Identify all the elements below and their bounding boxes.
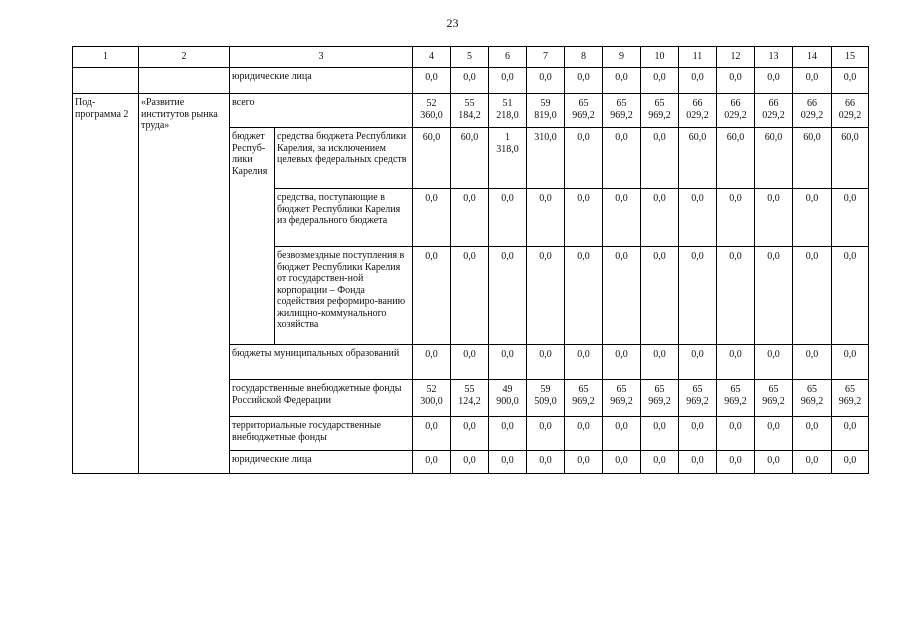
table-row (73, 68, 869, 94)
value-cell: 0,0 (755, 345, 793, 380)
value-cell: 0,0 (527, 417, 565, 451)
value-cell: 1 318,0 (489, 128, 527, 189)
value-cell: 0,0 (603, 247, 641, 345)
value-cell: 0,0 (489, 451, 527, 474)
value-cell: 0,0 (679, 68, 717, 94)
row-label: безвозмездные поступления в бюджет Республики Карелия от государствен-ной корпорации – Фонда содействия реформиро-ванию жилищно-коммунального хозяйства (275, 247, 413, 345)
value-cell: 0,0 (565, 345, 603, 380)
value-cell: 65 969,2 (565, 94, 603, 128)
page-number: 23 (446, 16, 459, 30)
value-cell: 52 360,0 (413, 94, 451, 128)
value-cell: 0,0 (603, 451, 641, 474)
value-cell: 0,0 (565, 247, 603, 345)
value-cell: 0,0 (489, 417, 527, 451)
value-cell: 0,0 (527, 68, 565, 94)
value-cell: 0,0 (451, 189, 489, 247)
value-cell: 0,0 (755, 68, 793, 94)
value-cell: 60,0 (679, 128, 717, 189)
value-cell: 65 969,2 (793, 380, 832, 417)
value-cell: 0,0 (527, 345, 565, 380)
value-cell: 0,0 (679, 451, 717, 474)
header-cell: 1 (73, 47, 139, 68)
value-cell: 60,0 (832, 128, 869, 189)
budget-group-label: бюджет Респуб- лики Карелия (230, 128, 275, 345)
value-cell: 0,0 (832, 189, 869, 247)
header-cell: 2 (139, 47, 230, 68)
value-cell: 0,0 (413, 189, 451, 247)
value-cell: 310,0 (527, 128, 565, 189)
value-cell: 0,0 (413, 247, 451, 345)
value-cell: 0,0 (565, 417, 603, 451)
header-cell: 9 (603, 47, 641, 68)
value-cell: 0,0 (603, 189, 641, 247)
value-cell: 0,0 (717, 451, 755, 474)
value-cell: 0,0 (755, 189, 793, 247)
value-cell: 0,0 (451, 247, 489, 345)
value-cell: 0,0 (413, 417, 451, 451)
header-row (73, 47, 869, 68)
value-cell: 0,0 (527, 189, 565, 247)
value-cell: 0,0 (641, 68, 679, 94)
value-cell: 60,0 (451, 128, 489, 189)
value-cell: 0,0 (755, 417, 793, 451)
row-label: территориальные государственные внебюджетные фонды (230, 417, 413, 451)
value-cell: 0,0 (793, 68, 832, 94)
value-cell: 0,0 (641, 451, 679, 474)
value-cell: 60,0 (413, 128, 451, 189)
value-cell: 0,0 (527, 247, 565, 345)
value-cell: 0,0 (565, 68, 603, 94)
value-cell: 0,0 (641, 128, 679, 189)
header-cell: 6 (489, 47, 527, 68)
header-cell: 3 (230, 47, 413, 68)
value-cell: 66 029,2 (679, 94, 717, 128)
row-label: средства, поступающие в бюджет Республики Карелия из федерального бюджета (275, 189, 413, 247)
header-cell: 4 (413, 47, 451, 68)
value-cell: 0,0 (717, 417, 755, 451)
value-cell: 59 819,0 (527, 94, 565, 128)
value-cell: 0,0 (451, 68, 489, 94)
value-cell: 66 029,2 (717, 94, 755, 128)
value-cell: 0,0 (565, 128, 603, 189)
table-row (73, 94, 869, 128)
row-label: юридические лица (230, 68, 413, 94)
value-cell: 0,0 (832, 417, 869, 451)
empty-cell (139, 68, 230, 94)
value-cell: 0,0 (603, 417, 641, 451)
value-cell: 0,0 (755, 451, 793, 474)
value-cell: 0,0 (489, 247, 527, 345)
header-cell: 10 (641, 47, 679, 68)
value-cell: 65 969,2 (641, 94, 679, 128)
value-cell: 0,0 (793, 345, 832, 380)
value-cell: 0,0 (717, 189, 755, 247)
value-cell: 0,0 (413, 451, 451, 474)
value-cell: 0,0 (717, 68, 755, 94)
value-cell: 0,0 (451, 417, 489, 451)
value-cell: 0,0 (413, 345, 451, 380)
value-cell: 0,0 (565, 451, 603, 474)
value-cell: 65 969,2 (641, 380, 679, 417)
value-cell: 0,0 (451, 345, 489, 380)
value-cell: 0,0 (679, 189, 717, 247)
value-cell: 0,0 (603, 345, 641, 380)
value-cell: 0,0 (793, 451, 832, 474)
value-cell: 0,0 (489, 189, 527, 247)
value-cell: 0,0 (679, 417, 717, 451)
header-cell: 11 (679, 47, 717, 68)
value-cell: 59 509,0 (527, 380, 565, 417)
header-cell: 5 (451, 47, 489, 68)
value-cell: 0,0 (679, 247, 717, 345)
value-cell: 0,0 (832, 345, 869, 380)
row-label: юридические лица (230, 451, 413, 474)
value-cell: 0,0 (527, 451, 565, 474)
value-cell: 0,0 (603, 128, 641, 189)
header-cell: 15 (832, 47, 869, 68)
value-cell: 0,0 (641, 189, 679, 247)
value-cell: 52 300,0 (413, 380, 451, 417)
value-cell: 66 029,2 (755, 94, 793, 128)
value-cell: 0,0 (489, 68, 527, 94)
value-cell: 0,0 (641, 247, 679, 345)
empty-cell (73, 68, 139, 94)
value-cell: 0,0 (603, 68, 641, 94)
value-cell: 60,0 (755, 128, 793, 189)
value-cell: 0,0 (717, 345, 755, 380)
value-cell: 0,0 (679, 345, 717, 380)
value-cell: 66 029,2 (832, 94, 869, 128)
value-cell: 0,0 (641, 345, 679, 380)
row-label: средства бюджета Республики Карелия, за исключением целевых федеральных средств (275, 128, 413, 189)
row-label: государственные внебюджетные фонды Российской Федерации (230, 380, 413, 417)
value-cell: 0,0 (565, 189, 603, 247)
value-cell: 51 218,0 (489, 94, 527, 128)
budget-table (72, 46, 869, 474)
value-cell: 55 124,2 (451, 380, 489, 417)
value-cell: 0,0 (793, 247, 832, 345)
program-name: «Развитие институтов рынка труда» (139, 94, 230, 474)
header-cell: 7 (527, 47, 565, 68)
row-label: бюджеты муниципальных образований (230, 345, 413, 380)
value-cell: 49 900,0 (489, 380, 527, 417)
value-cell: 0,0 (832, 451, 869, 474)
value-cell: 0,0 (793, 417, 832, 451)
value-cell: 0,0 (717, 247, 755, 345)
header-cell: 8 (565, 47, 603, 68)
value-cell: 0,0 (489, 345, 527, 380)
header-cell: 14 (793, 47, 832, 68)
value-cell: 0,0 (832, 68, 869, 94)
value-cell: 65 969,2 (717, 380, 755, 417)
value-cell: 65 969,2 (832, 380, 869, 417)
value-cell: 0,0 (793, 189, 832, 247)
value-cell: 66 029,2 (793, 94, 832, 128)
value-cell: 0,0 (832, 247, 869, 345)
value-cell: 0,0 (755, 247, 793, 345)
header-cell: 13 (755, 47, 793, 68)
value-cell: 60,0 (717, 128, 755, 189)
row-label: всего (230, 94, 413, 128)
value-cell: 0,0 (451, 451, 489, 474)
value-cell: 65 969,2 (565, 380, 603, 417)
value-cell: 55 184,2 (451, 94, 489, 128)
value-cell: 0,0 (641, 417, 679, 451)
program-code: Под- программа 2 (73, 94, 139, 474)
value-cell: 60,0 (793, 128, 832, 189)
header-cell: 12 (717, 47, 755, 68)
value-cell: 0,0 (413, 68, 451, 94)
value-cell: 65 969,2 (679, 380, 717, 417)
value-cell: 65 969,2 (603, 94, 641, 128)
value-cell: 65 969,2 (603, 380, 641, 417)
value-cell: 65 969,2 (755, 380, 793, 417)
